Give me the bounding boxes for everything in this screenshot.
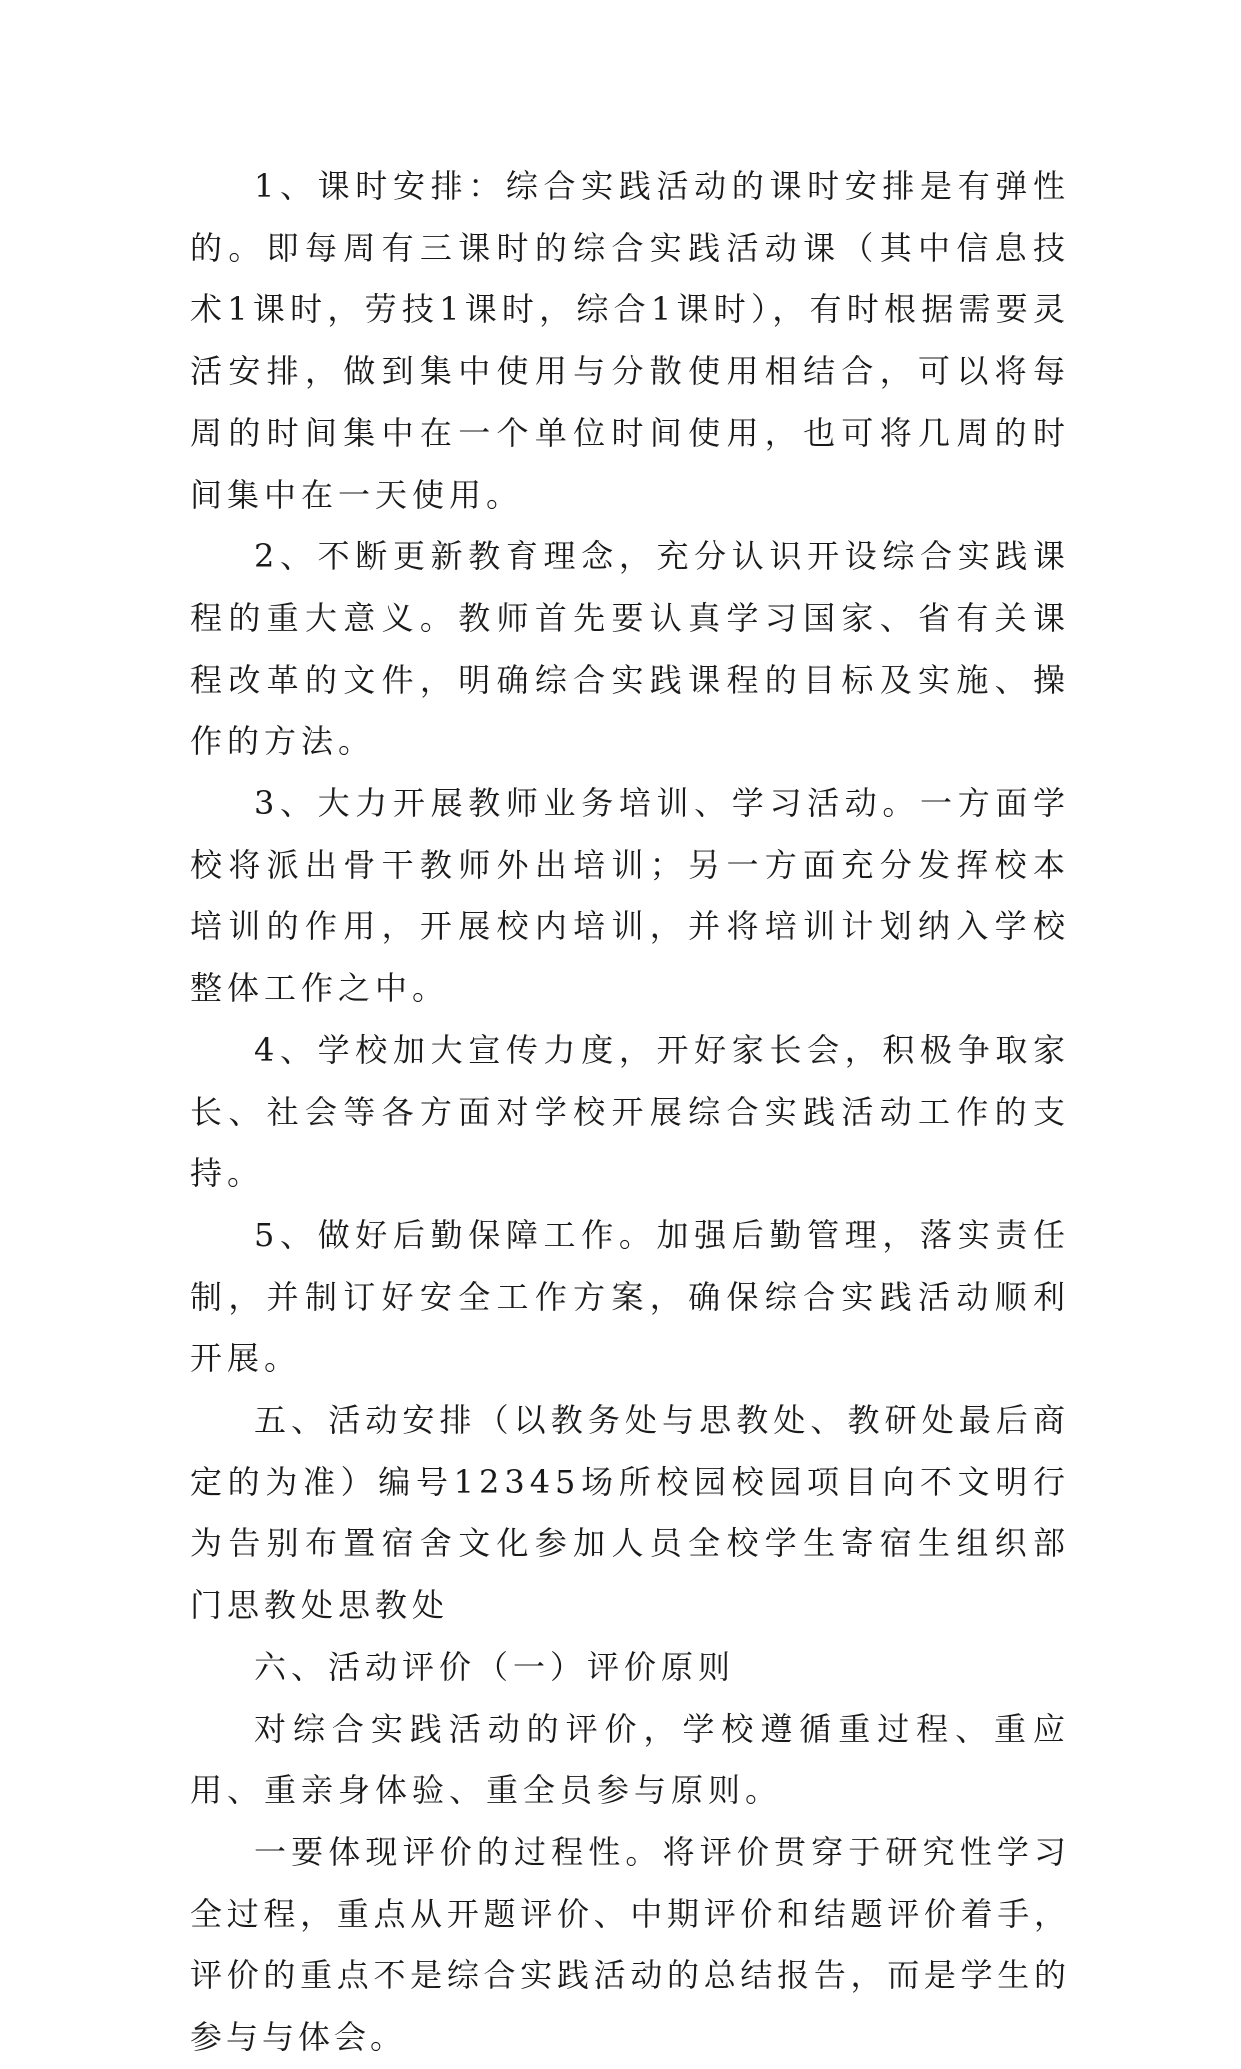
paragraph-evaluation-process: 一要体现评价的过程性。将评价贯穿于研究性学习全过程，重点从开题评价、中期评价和结题评价着手，评价的重点不是综合实践活动的总结报告，而是学生的参与与体会。 [190, 1832, 1070, 2057]
paragraph-class-hours: 1、课时安排：综合实践活动的课时安排是有弹性的。即每周有三课时的综合实践活动课（其中信息技术1课时，劳技1课时，综合1课时），有时根据需要灵活安排，做到集中使用与分散使用相结合，可以将每周的时间集中在一个单位时间使用，也可将几周的时间集中在一天使用。 [190, 167, 1070, 514]
paragraph-evaluation-heading: 六、活动评价（一）评价原则 [254, 1647, 736, 1686]
paragraph-activity-arrangement: 五、活动安排（以教务处与思教处、教研处最后商定的为准）编号12345场所校园校园项目向不文明行为告别布置宿舍文化参加人员全校学生寄宿生组织部门思教处思教处 [190, 1401, 1070, 1625]
paragraph-publicity: 4、学校加大宣传力度，开好家长会，积极争取家长、社会等各方面对学校开展综合实践活动工作的支持。 [190, 1030, 1070, 1193]
paragraph-teacher-training: 3、大力开展教师业务培训、学习活动。一方面学校将派出骨干教师外出培训；另一方面充分发挥校本培训的作用，开展校内培训，并将培训计划纳入学校整体工作之中。 [190, 784, 1070, 1008]
paragraph-logistics: 5、做好后勤保障工作。加强后勤管理，落实责任制，并制订好安全工作方案，确保综合实践活动顺利开展。 [190, 1215, 1070, 1378]
paragraph-evaluation-principle: 对综合实践活动的评价，学校遵循重过程、重应用、重亲身体验、重全员参与原则。 [190, 1709, 1070, 1810]
paragraph-education-concept: 2、不断更新教育理念，充分认识开设综合实践课程的重大意义。教师首先要认真学习国家、省有关课程改革的文件，明确综合实践课程的目标及实施、操作的方法。 [190, 537, 1070, 761]
document-body [190, 156, 1070, 2069]
